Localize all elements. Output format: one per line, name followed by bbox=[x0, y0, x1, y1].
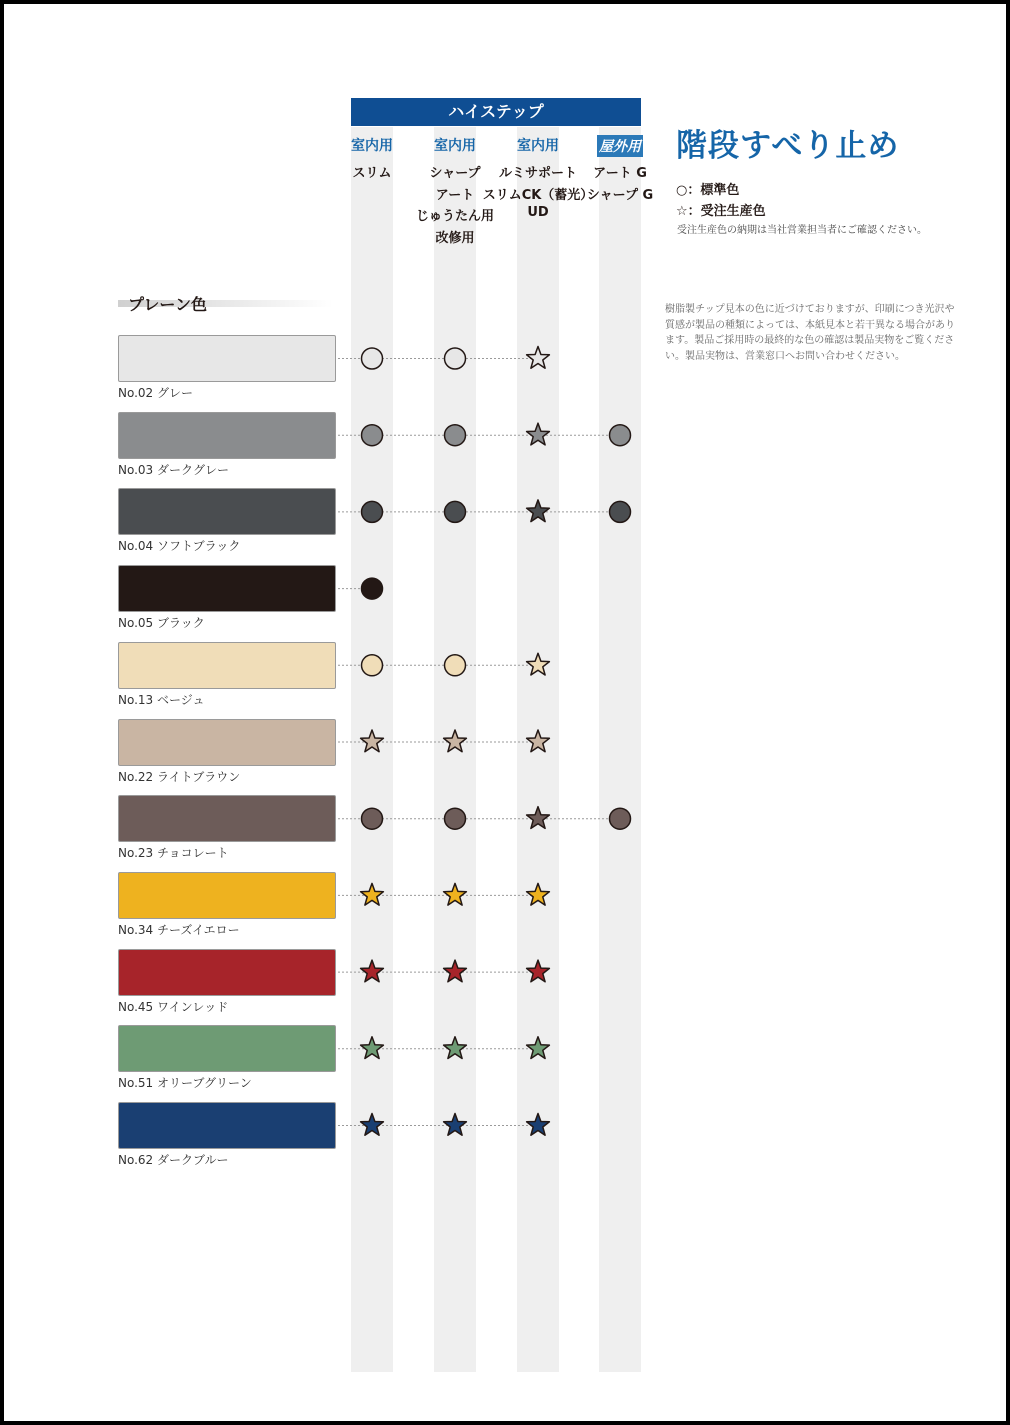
order-color-star bbox=[444, 883, 467, 905]
standard-color-circle bbox=[362, 808, 383, 829]
order-color-star bbox=[527, 653, 550, 675]
standard-color-circle bbox=[445, 501, 466, 522]
order-color-star bbox=[361, 960, 384, 982]
order-color-star bbox=[527, 730, 550, 752]
standard-color-circle bbox=[610, 808, 631, 829]
standard-color-circle bbox=[445, 348, 466, 369]
product-name: 改修用 bbox=[435, 231, 475, 246]
product-name: アート bbox=[435, 188, 475, 203]
color-label: No.02 グレー bbox=[118, 386, 194, 400]
color-label: No.51 オリーブグリーン bbox=[118, 1076, 252, 1091]
color-label: No.13 ベージュ bbox=[118, 692, 205, 707]
column-usage-1: 室内用 bbox=[351, 138, 393, 154]
product-name: スリムCK（蓄光） bbox=[482, 188, 594, 203]
order-color-star bbox=[444, 730, 467, 752]
product-name: シャープ bbox=[429, 166, 481, 181]
order-color-star bbox=[527, 423, 550, 445]
color-label: No.45 ワインレッド bbox=[118, 999, 229, 1014]
order-color-star bbox=[361, 730, 384, 752]
product-name: アート G bbox=[593, 166, 647, 181]
standard-color-circle bbox=[362, 501, 383, 522]
standard-color-circle bbox=[362, 425, 383, 446]
color-label: No.22 ライトブラウン bbox=[118, 769, 241, 784]
product-name: UD bbox=[527, 205, 549, 220]
order-color-star bbox=[527, 883, 550, 905]
order-color-star bbox=[527, 807, 550, 829]
standard-color-circle bbox=[445, 655, 466, 676]
standard-color-circle bbox=[445, 425, 466, 446]
disclaimer-text: 樹脂製チップ見本の色に近づけておりますが、印刷につき光沢や質感が製品の種類によっては、本紙見本と若干異なる場合があります。製品ご採用時の最終的な色の確認は製品実物をご覧ください。製品実物は、営業窓口へお問い合わせください。 bbox=[665, 304, 955, 362]
standard-color-circle bbox=[610, 425, 631, 446]
product-name: シャープ G bbox=[586, 188, 654, 203]
order-color-star bbox=[527, 1037, 550, 1059]
order-color-star bbox=[361, 1114, 384, 1136]
product-name: ルミサポート bbox=[498, 166, 578, 181]
column-usage-4: 屋外用 bbox=[597, 135, 643, 157]
color-label: No.62 ダークブルー bbox=[118, 1153, 229, 1167]
column-usage-2: 室内用 bbox=[434, 138, 476, 154]
standard-color-circle bbox=[362, 348, 383, 369]
order-color-star bbox=[527, 347, 550, 369]
order-color-star bbox=[527, 1114, 550, 1136]
order-color-star bbox=[527, 960, 550, 982]
color-label: No.34 チーズイエロー bbox=[118, 922, 240, 937]
color-label: No.05 ブラック bbox=[118, 616, 205, 631]
order-color-star bbox=[361, 883, 384, 905]
page-title: 階段すべり止め bbox=[676, 128, 900, 164]
standard-color-circle bbox=[445, 808, 466, 829]
standard-color-circle bbox=[362, 578, 383, 599]
color-label: No.04 ソフトブラック bbox=[118, 539, 241, 554]
order-color-star bbox=[444, 960, 467, 982]
order-color-star bbox=[444, 1114, 467, 1136]
order-color-star bbox=[444, 1037, 467, 1059]
legend-standard: ○：標準色 bbox=[676, 183, 740, 198]
product-name: じゅうたん用 bbox=[415, 209, 495, 224]
color-label: No.23 チョコレート bbox=[118, 846, 229, 861]
legend-note: 受注生産色の納期は当社営業担当者にご確認ください。 bbox=[677, 225, 927, 236]
order-color-star bbox=[361, 1037, 384, 1059]
standard-color-circle bbox=[362, 655, 383, 676]
product-name: スリム bbox=[352, 166, 392, 181]
section-title: プレーン色 bbox=[128, 295, 208, 314]
legend-order: ☆：受注生産色 bbox=[676, 204, 766, 219]
color-label: No.03 ダークグレー bbox=[118, 462, 230, 477]
column-usage-3: 室内用 bbox=[517, 138, 559, 154]
product-group-banner: ハイステップ bbox=[351, 98, 641, 126]
standard-color-circle bbox=[610, 501, 631, 522]
order-color-star bbox=[527, 500, 550, 522]
